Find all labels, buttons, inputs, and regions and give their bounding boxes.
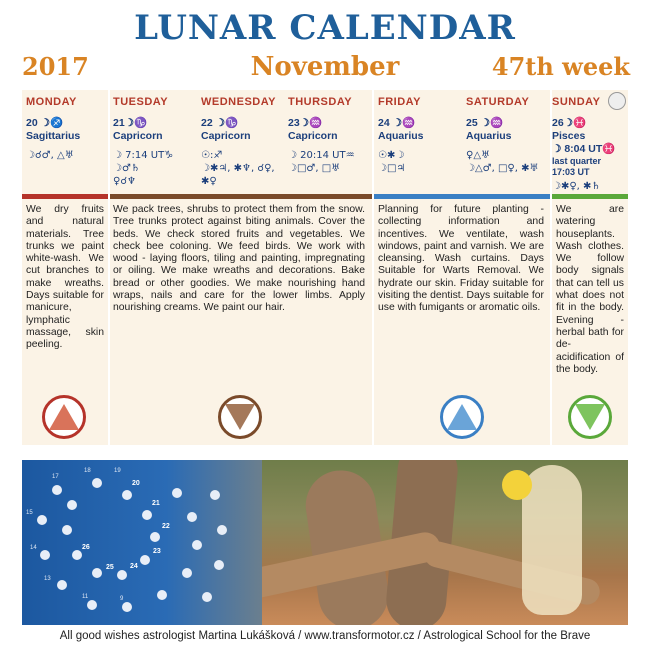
note-monday: We dry fruits and natural materials. Tree trunks we paint white-wash. We cut branches to make wreaths. Days suitable for manicure, lymphatic massage, skin peeling. xyxy=(26,204,104,351)
day-aspects-3: ✱♀ xyxy=(201,176,217,187)
day-name: MONDAY xyxy=(26,96,77,108)
day-saturday xyxy=(466,90,552,175)
moon-day-number: 21 xyxy=(152,500,160,507)
air-bar xyxy=(374,194,550,199)
day-sign: Pisces xyxy=(552,130,586,142)
day-date: 23☽♒ xyxy=(288,117,323,129)
moon-day-number: 19 xyxy=(114,468,121,474)
day-aspects: ☉✱☽ xyxy=(378,150,405,161)
day-aspects-2: ☽□♂, □♅ xyxy=(288,163,341,174)
moon-quarter-time: 17:03 UT xyxy=(552,167,590,177)
day-date: 25 ☽♒ xyxy=(466,117,504,129)
column-divider xyxy=(372,90,374,445)
year-label: 2017 xyxy=(22,52,89,81)
day-monday xyxy=(26,90,112,162)
day-name: WEDNESDAY xyxy=(201,96,276,108)
moon-phase-spiral xyxy=(22,460,262,625)
water-sign-icon xyxy=(568,395,612,439)
day-aspects: ♀△♅ xyxy=(466,150,490,161)
note-tuesday-thursday: We pack trees, shrubs to protect them from the snow. Tree trunks protect against biting animals. Cover the beds. We check stored fruits and vegetables. We check bee coloning. We feed birds. We work with wood - laying floors, tiling and painting, impregnating or oiling. We make wreaths and decorations. Bake bread or other goodies. We make nourishing hand wraps, nails and care for the lower limbs. Apply nourishing creams. We paint our hair. xyxy=(113,204,365,314)
column-divider xyxy=(108,90,110,445)
day-date: 24 ☽♒ xyxy=(378,117,416,129)
moon-day-number: 26 xyxy=(82,544,90,551)
days-panel xyxy=(22,90,628,445)
moon-day-number: 15 xyxy=(26,510,33,516)
day-aspects-2: ☽△♂, □♀, ✱♅ xyxy=(466,163,539,174)
water-bar xyxy=(552,194,628,199)
day-date: 26☽♓ xyxy=(552,117,587,129)
day-sign: Capricorn xyxy=(113,130,163,142)
page-title: LUNAR CALENDAR xyxy=(134,8,516,48)
fire-bar xyxy=(22,194,108,199)
month-label: November xyxy=(250,52,400,82)
day-date: 20 ☽♐ xyxy=(26,117,64,129)
fire-sign-icon xyxy=(42,395,86,439)
moon-day-number: 11 xyxy=(82,594,89,600)
day-aspects: ☽ 7:14 UT♑ xyxy=(113,150,174,161)
day-aspects-2: ☽✱♃, ✱♆, ☌♀, xyxy=(201,163,275,174)
day-sign: Sagittarius xyxy=(26,130,81,142)
day-wednesday xyxy=(201,90,287,188)
moon-day-number: 17 xyxy=(52,474,59,480)
day-name: TUESDAY xyxy=(113,96,169,108)
day-aspects-2: ☽✱♀, ✱♄ xyxy=(552,181,601,192)
earth-bar xyxy=(110,194,372,199)
day-date: 22 ☽♑ xyxy=(201,117,239,129)
day-aspects-2: ☽♂♄ xyxy=(113,163,140,174)
moon-day-number: 23 xyxy=(153,548,161,555)
day-friday xyxy=(378,90,464,175)
illustration-strip xyxy=(22,460,628,625)
day-sign: Aquarius xyxy=(466,130,512,142)
note-friday-saturday: Planning for future planting - collecting information and incentives. We ventilate, wash windows, paint and varnish. We are cleansing. Wash curtains. Days Suitable for Warts Removal. We hydrate our skin. Friday suitable for visiting the dentist. Days suitable for use with fumigants or aromatic oils. xyxy=(378,204,544,314)
day-aspects: ☽ 20:14 UT♒ xyxy=(288,150,355,161)
day-sign: Aquarius xyxy=(378,130,424,142)
note-sunday: We are watering houseplants. Wash clothes. We follow body signals that can tell us what does not fit in the body. Evening - herbal bath for de-acidification of the body. xyxy=(556,204,624,375)
day-aspects: ☽ 8:04 UT♓ xyxy=(552,143,616,155)
moon-quarter: last quarter xyxy=(552,156,602,166)
earth-sign-icon xyxy=(218,395,262,439)
moon-day-number: 9 xyxy=(120,596,124,602)
day-aspects-2: ☽□♃ xyxy=(378,163,406,174)
column-divider xyxy=(550,90,552,445)
day-aspects: ☉:♐ xyxy=(201,150,223,161)
day-thursday xyxy=(288,90,374,175)
footer-credits: All good wishes astrologist Martina Lukášková / www.transformotor.cz / Astrological School for the Brave xyxy=(59,630,591,642)
sun-icon xyxy=(502,470,532,500)
moon-phase-icon xyxy=(608,92,626,110)
day-name: FRIDAY xyxy=(378,96,421,108)
day-tuesday xyxy=(113,90,199,188)
moon-day-number: 18 xyxy=(84,468,91,474)
day-name: SATURDAY xyxy=(466,96,530,108)
moon-day-number: 25 xyxy=(106,564,114,571)
week-label: 47th week xyxy=(491,52,630,81)
moon-day-number: 13 xyxy=(44,576,51,582)
moon-day-number: 24 xyxy=(130,563,138,570)
moon-day-number: 22 xyxy=(162,523,170,530)
day-sign: Capricorn xyxy=(201,130,251,142)
day-date: 21☽♑ xyxy=(113,117,148,129)
day-aspects-3: ♀☌♆ xyxy=(113,176,137,187)
day-aspects: ☽☌♂, △♅ xyxy=(26,150,74,161)
day-name: SUNDAY xyxy=(552,96,601,108)
air-sign-icon xyxy=(440,395,484,439)
day-sign: Capricorn xyxy=(288,130,338,142)
day-name: THURSDAY xyxy=(288,96,353,108)
moon-day-number: 20 xyxy=(132,480,140,487)
tree-roots-photo xyxy=(222,460,628,625)
moon-day-number: 14 xyxy=(30,545,37,551)
